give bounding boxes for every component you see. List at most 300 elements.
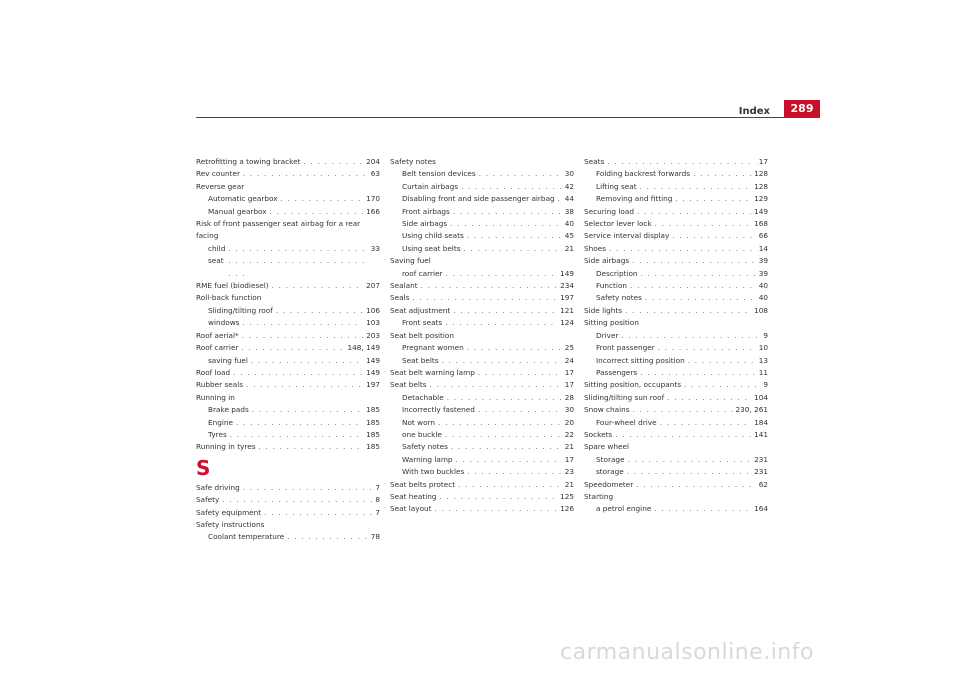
leader-dots <box>630 280 756 292</box>
entry-page[interactable]: 10 <box>758 343 768 353</box>
index-subentry <box>196 317 380 329</box>
leader-dots <box>412 292 557 304</box>
index-subentry <box>196 404 380 416</box>
leader-dots <box>287 531 368 543</box>
entry-term: Side lights <box>584 305 623 315</box>
entry-page[interactable]: 124 <box>560 318 574 328</box>
leader-dots <box>467 466 561 478</box>
entry-term: Driver <box>596 330 619 340</box>
entry-term: Sitting position <box>584 318 639 328</box>
index-entry <box>196 156 380 168</box>
index-heading <box>390 156 574 168</box>
index-entry <box>390 292 574 304</box>
leader-dots <box>467 230 562 242</box>
entry-term: Rubber seals <box>196 380 244 390</box>
entry-page[interactable]: 8 <box>375 495 380 505</box>
entry-page[interactable]: 25 <box>564 343 574 353</box>
index-subentry <box>390 355 574 367</box>
entry-page[interactable]: 45 <box>564 231 574 241</box>
entry-term: Using child seats <box>402 231 464 241</box>
entry-term: Passengers <box>596 367 638 377</box>
entry-page[interactable]: 30 <box>564 169 574 179</box>
leader-dots <box>655 218 751 230</box>
entry-page[interactable]: 9 <box>763 330 768 340</box>
index-entry <box>584 305 768 317</box>
index-subentry <box>390 218 574 230</box>
entry-page[interactable]: 141 <box>754 429 768 439</box>
leader-dots <box>456 454 562 466</box>
entry-page[interactable]: 204 <box>366 157 380 166</box>
entry-term: Side airbags <box>584 256 630 266</box>
index-subentry <box>390 230 574 242</box>
leader-dots <box>272 280 363 292</box>
entry-page[interactable]: 39 <box>758 268 768 278</box>
entry-term: Safety equipment <box>196 507 262 517</box>
index-entry <box>196 330 380 342</box>
index-subentry <box>584 355 768 367</box>
index-subentry <box>584 367 768 379</box>
entry-term: roof carrier <box>402 268 443 278</box>
entry-page[interactable]: 170 <box>366 194 380 204</box>
entry-term: Engine <box>208 417 234 427</box>
entry-page[interactable]: 33 <box>370 243 380 253</box>
leader-dots <box>222 494 372 506</box>
entry-page[interactable]: 197 <box>366 380 380 390</box>
entry-term: Sitting position, occupants <box>584 380 682 390</box>
entry-page[interactable]: 13 <box>758 355 768 365</box>
entry-term: Reverse gear <box>196 181 245 191</box>
entry-term: Roof aerial* <box>196 330 239 340</box>
entry-term: Disabling front and side passenger airbag <box>402 194 555 204</box>
index-subentry <box>390 243 574 255</box>
entry-page[interactable]: 17 <box>564 454 574 464</box>
entry-term: Safety notes <box>402 442 448 452</box>
leader-dots <box>688 355 756 367</box>
entry-term: Seals <box>390 293 410 303</box>
leader-dots <box>625 305 751 317</box>
index-entry <box>584 218 768 230</box>
entry-page[interactable]: 148, 149 <box>347 343 380 353</box>
header-rule <box>196 117 820 118</box>
index-entry <box>196 280 380 292</box>
entry-term: Seat belts protect <box>390 479 456 489</box>
index-heading <box>196 292 380 304</box>
entry-term: Saving fuel <box>390 256 431 266</box>
entry-term: Seat belt warning lamp <box>390 367 475 377</box>
entry-term: Roof carrier <box>196 343 239 353</box>
entry-term: Belt tension devices <box>402 169 476 179</box>
entry-term: Speedometer <box>584 479 634 489</box>
index-entry <box>390 379 574 391</box>
leader-dots <box>621 330 760 342</box>
entry-continuation <box>196 243 380 280</box>
leader-dots <box>637 206 751 218</box>
index-subentry <box>196 531 380 543</box>
leader-dots <box>628 454 752 466</box>
entry-page[interactable]: 126 <box>560 504 574 514</box>
entry-page[interactable]: 125 <box>560 491 574 501</box>
entry-page[interactable]: 103 <box>366 318 380 328</box>
index-subentry <box>584 292 768 304</box>
entry-page[interactable]: 231 <box>754 454 768 464</box>
leader-dots <box>607 156 755 168</box>
leader-dots <box>684 379 760 391</box>
page-title: Index <box>738 106 770 117</box>
entry-term: Service interval display <box>584 231 670 241</box>
index-subentry <box>584 181 768 193</box>
entry-page[interactable]: 39 <box>758 256 768 266</box>
leader-dots <box>558 193 562 205</box>
leader-dots <box>442 355 562 367</box>
entry-term: Safety notes <box>596 293 642 303</box>
entry-term: Roof load <box>196 367 231 377</box>
entry-page[interactable]: 149 <box>366 367 380 377</box>
index-subentry <box>584 454 768 466</box>
entry-page[interactable]: 184 <box>754 417 768 427</box>
index-entry <box>390 280 574 292</box>
entry-term: Sliding/tilting roof <box>208 305 273 315</box>
entry-term: Selector lever lock <box>584 219 652 229</box>
entry-term: RME fuel (biodiesel) <box>196 281 269 291</box>
index-entry <box>196 168 380 180</box>
entry-term: Front passenger <box>596 343 655 353</box>
entry-page[interactable]: 197 <box>560 293 574 303</box>
index-heading <box>196 519 380 531</box>
entry-term-cont: child seat <box>208 243 226 266</box>
entry-page[interactable]: 24 <box>564 355 574 365</box>
index-subentry <box>584 268 768 280</box>
leader-dots <box>660 417 751 429</box>
entry-page[interactable]: 14 <box>758 243 768 253</box>
index-subentry <box>390 417 574 429</box>
leader-dots <box>464 243 562 255</box>
entry-page[interactable]: 44 <box>564 194 574 204</box>
index-subentry <box>584 193 768 205</box>
index-entry <box>196 379 380 391</box>
leader-dots <box>421 280 557 292</box>
entry-term: Safety instructions <box>196 519 265 529</box>
index-heading <box>390 255 574 267</box>
entry-term: Rev counter <box>196 169 240 179</box>
leader-dots <box>252 404 363 416</box>
entry-term: Description <box>596 268 638 278</box>
entry-page[interactable]: 40 <box>564 219 574 229</box>
entry-term: Folding backrest forwards <box>596 169 691 179</box>
index-entry <box>584 156 768 168</box>
index-entry <box>196 367 380 379</box>
index-entry <box>196 441 380 453</box>
entry-page[interactable]: 185 <box>366 405 380 415</box>
index-column-1 <box>196 156 380 544</box>
index-subentry <box>196 193 380 205</box>
entry-page[interactable]: 40 <box>758 293 768 303</box>
page-number: 289 <box>784 100 820 118</box>
entry-page[interactable]: 40 <box>758 281 768 291</box>
leader-dots <box>440 491 558 503</box>
index-entry <box>390 305 574 317</box>
leader-dots <box>264 507 372 519</box>
entry-term: Sliding/tilting sun roof <box>584 392 665 402</box>
index-subentry <box>390 404 574 416</box>
entry-term: Side airbags <box>402 219 448 229</box>
leader-dots <box>640 367 756 379</box>
entry-term: Removing and fitting <box>596 194 673 204</box>
index-subentry <box>390 392 574 404</box>
entry-term: Tyres <box>208 429 227 439</box>
index-subentry <box>196 429 380 441</box>
leader-dots <box>430 379 562 391</box>
entry-page[interactable]: 185 <box>366 417 380 427</box>
entry-term: Using seat belts <box>402 243 461 253</box>
index-subentry <box>196 355 380 367</box>
index-heading <box>196 392 380 404</box>
entry-page[interactable]: 62 <box>758 479 768 489</box>
entry-page[interactable]: 7 <box>375 507 380 517</box>
entry-term: Sealant <box>390 281 418 291</box>
leader-dots <box>641 268 756 280</box>
entry-term: Incorrectly fastened <box>402 405 475 415</box>
leader-dots <box>445 429 562 441</box>
index-heading <box>584 491 768 503</box>
leader-dots <box>672 230 755 242</box>
entry-term: Snow chains <box>584 405 630 415</box>
index-entry <box>196 494 380 506</box>
entry-term: Front airbags <box>402 206 450 216</box>
entry-page[interactable]: 21 <box>564 442 574 452</box>
entry-term: Sockets <box>584 429 613 439</box>
entry-page[interactable]: 207 <box>366 281 380 291</box>
leader-dots <box>461 181 562 193</box>
leader-dots <box>453 206 562 218</box>
leader-dots <box>667 392 751 404</box>
entry-page[interactable]: 21 <box>564 243 574 253</box>
index-column-2 <box>390 156 574 516</box>
entry-page[interactable]: 30 <box>564 405 574 415</box>
leader-dots <box>445 317 557 329</box>
index-heading <box>390 330 574 342</box>
entry-page[interactable]: 17 <box>564 380 574 390</box>
leader-dots <box>645 292 756 304</box>
entry-page[interactable]: 104 <box>754 392 768 402</box>
leader-dots <box>478 367 562 379</box>
leader-dots <box>230 429 363 441</box>
entry-term: saving fuel <box>208 355 248 365</box>
leader-dots <box>243 482 373 494</box>
entry-term: windows <box>208 318 240 328</box>
entry-term: Safe driving <box>196 482 240 492</box>
index-entry <box>584 230 768 242</box>
index-entry <box>196 507 380 519</box>
leader-dots <box>451 441 562 453</box>
leader-dots <box>478 404 562 416</box>
entry-term: Detachable <box>402 392 444 402</box>
index-subentry <box>390 193 574 205</box>
entry-term: Manual gearbox <box>208 206 267 216</box>
entry-term: Seats <box>584 157 605 166</box>
entry-page[interactable]: 22 <box>564 429 574 439</box>
entry-term: Pregnant women <box>402 343 464 353</box>
leader-dots <box>241 342 344 354</box>
leader-dots <box>609 243 756 255</box>
index-subentry <box>390 206 574 218</box>
entry-page[interactable]: 231 <box>754 467 768 477</box>
entry-term: Incorrect sitting position <box>596 355 685 365</box>
entry-page[interactable]: 21 <box>564 479 574 489</box>
leader-dots <box>281 193 364 205</box>
index-entry <box>390 491 574 503</box>
leader-dots <box>658 342 756 354</box>
index-subentry <box>584 342 768 354</box>
entry-page[interactable]: 121 <box>560 305 574 315</box>
leader-dots <box>636 479 755 491</box>
index-entry <box>584 392 768 404</box>
entry-term: Seat layout <box>390 504 432 514</box>
entry-page[interactable]: 66 <box>758 231 768 241</box>
entry-term: Safety notes <box>390 157 436 166</box>
leader-dots <box>251 355 363 367</box>
index-subentry <box>390 317 574 329</box>
index-entry <box>584 206 768 218</box>
entry-term: one buckle <box>402 429 442 439</box>
leader-dots <box>693 168 751 180</box>
index-entry <box>196 342 380 354</box>
entry-term: With two buckles <box>402 467 465 477</box>
index-entry <box>584 479 768 491</box>
leader-dots <box>615 429 751 441</box>
entry-page[interactable]: 149 <box>560 268 574 278</box>
leader-dots <box>259 441 364 453</box>
index-subentry <box>390 466 574 478</box>
leader-dots <box>447 392 562 404</box>
index-subentry <box>196 417 380 429</box>
index-subentry <box>584 280 768 292</box>
entry-page[interactable]: 185 <box>366 442 380 452</box>
leader-dots <box>467 342 562 354</box>
index-subentry <box>390 429 574 441</box>
entry-term: Coolant temperature <box>208 532 285 542</box>
entry-term: Seat belts <box>390 380 427 390</box>
index-heading <box>584 441 768 453</box>
entry-page[interactable]: 23 <box>564 467 574 477</box>
index-subentry <box>390 268 574 280</box>
index-subentry <box>390 454 574 466</box>
entry-page[interactable]: 28 <box>564 392 574 402</box>
leader-dots <box>438 417 562 429</box>
entry-term: Warning lamp <box>402 454 453 464</box>
entry-page[interactable]: 149 <box>754 206 768 216</box>
entry-page[interactable]: 129 <box>754 194 768 204</box>
leader-dots <box>640 181 751 193</box>
entry-page[interactable]: 63 <box>370 169 380 179</box>
entry-page[interactable]: 234 <box>560 281 574 291</box>
leader-dots <box>243 168 368 180</box>
entry-term: Function <box>596 281 628 291</box>
entry-page[interactable]: 7 <box>375 482 380 492</box>
entry-page[interactable]: 20 <box>564 417 574 427</box>
leader-dots <box>453 305 557 317</box>
entry-term: a petrol engine <box>596 504 652 514</box>
entry-term: Roll-back function <box>196 293 262 303</box>
entry-page[interactable]: 11 <box>758 367 768 377</box>
leader-dots <box>450 218 562 230</box>
entry-term: Spare wheel <box>584 442 629 452</box>
entry-term: Risk of front passenger seat airbag for a rear facing <box>196 219 361 241</box>
entry-page[interactable]: 128 <box>754 181 768 191</box>
index-entry <box>584 255 768 267</box>
index-entry <box>196 482 380 494</box>
leader-dots <box>435 503 558 515</box>
entry-page[interactable]: 203 <box>366 330 380 340</box>
entry-page[interactable]: 106 <box>366 305 380 315</box>
index-entry <box>390 367 574 379</box>
entry-page[interactable]: 78 <box>370 532 380 542</box>
leader-dots <box>233 367 363 379</box>
entry-page[interactable]: 164 <box>754 504 768 514</box>
index-subentry <box>196 305 380 317</box>
index-entry <box>196 218 380 280</box>
entry-term: Four-wheel drive <box>596 417 657 427</box>
index-entry <box>584 243 768 255</box>
index-subentry <box>584 330 768 342</box>
entry-term: Automatic gearbox <box>208 194 278 204</box>
entry-page[interactable]: 149 <box>366 355 380 365</box>
entry-term: storage <box>596 467 624 477</box>
entry-page[interactable]: 17 <box>564 367 574 377</box>
index-column-3 <box>584 156 768 516</box>
watermark: carmanualsonline.info <box>560 640 814 665</box>
entry-page[interactable]: 185 <box>366 429 380 439</box>
entry-term: Running in tyres <box>196 442 256 452</box>
entry-term: Curtain airbags <box>402 181 459 191</box>
entry-term: Not worn <box>402 417 436 427</box>
index-subentry <box>390 168 574 180</box>
entry-term: Lifting seat <box>596 181 637 191</box>
index-entry <box>584 379 768 391</box>
entry-term: Securing load <box>584 206 634 216</box>
index-heading <box>196 181 380 193</box>
entry-term: Seat adjustment <box>390 305 451 315</box>
leader-dots <box>654 503 751 515</box>
entry-page[interactable]: 166 <box>366 206 380 216</box>
index-subentry <box>390 181 574 193</box>
section-letter: S <box>196 455 211 480</box>
entry-page[interactable]: 42 <box>564 181 574 191</box>
entry-page[interactable]: 17 <box>758 157 768 166</box>
entry-term: Storage <box>596 454 625 464</box>
entry-term: Seat belt position <box>390 330 455 340</box>
index-subentry <box>584 168 768 180</box>
entry-page[interactable]: 128 <box>754 169 768 179</box>
entry-page[interactable]: 230, 261 <box>735 405 768 415</box>
leader-dots <box>458 479 562 491</box>
entry-term: Starting <box>584 491 614 501</box>
entry-term: Seat heating <box>390 491 437 501</box>
index-subentry <box>196 206 380 218</box>
leader-dots <box>675 193 751 205</box>
index-entry <box>390 503 574 515</box>
leader-dots <box>246 379 363 391</box>
entry-page[interactable]: 108 <box>754 305 768 315</box>
leader-dots <box>243 317 364 329</box>
entry-page[interactable]: 9 <box>763 380 768 390</box>
leader-dots <box>242 330 363 342</box>
entry-term: Shoes <box>584 243 607 253</box>
entry-page[interactable]: 38 <box>564 206 574 216</box>
leader-dots <box>228 243 367 280</box>
entry-page[interactable]: 168 <box>754 219 768 229</box>
index-subentry <box>584 417 768 429</box>
index-entry <box>584 404 768 416</box>
